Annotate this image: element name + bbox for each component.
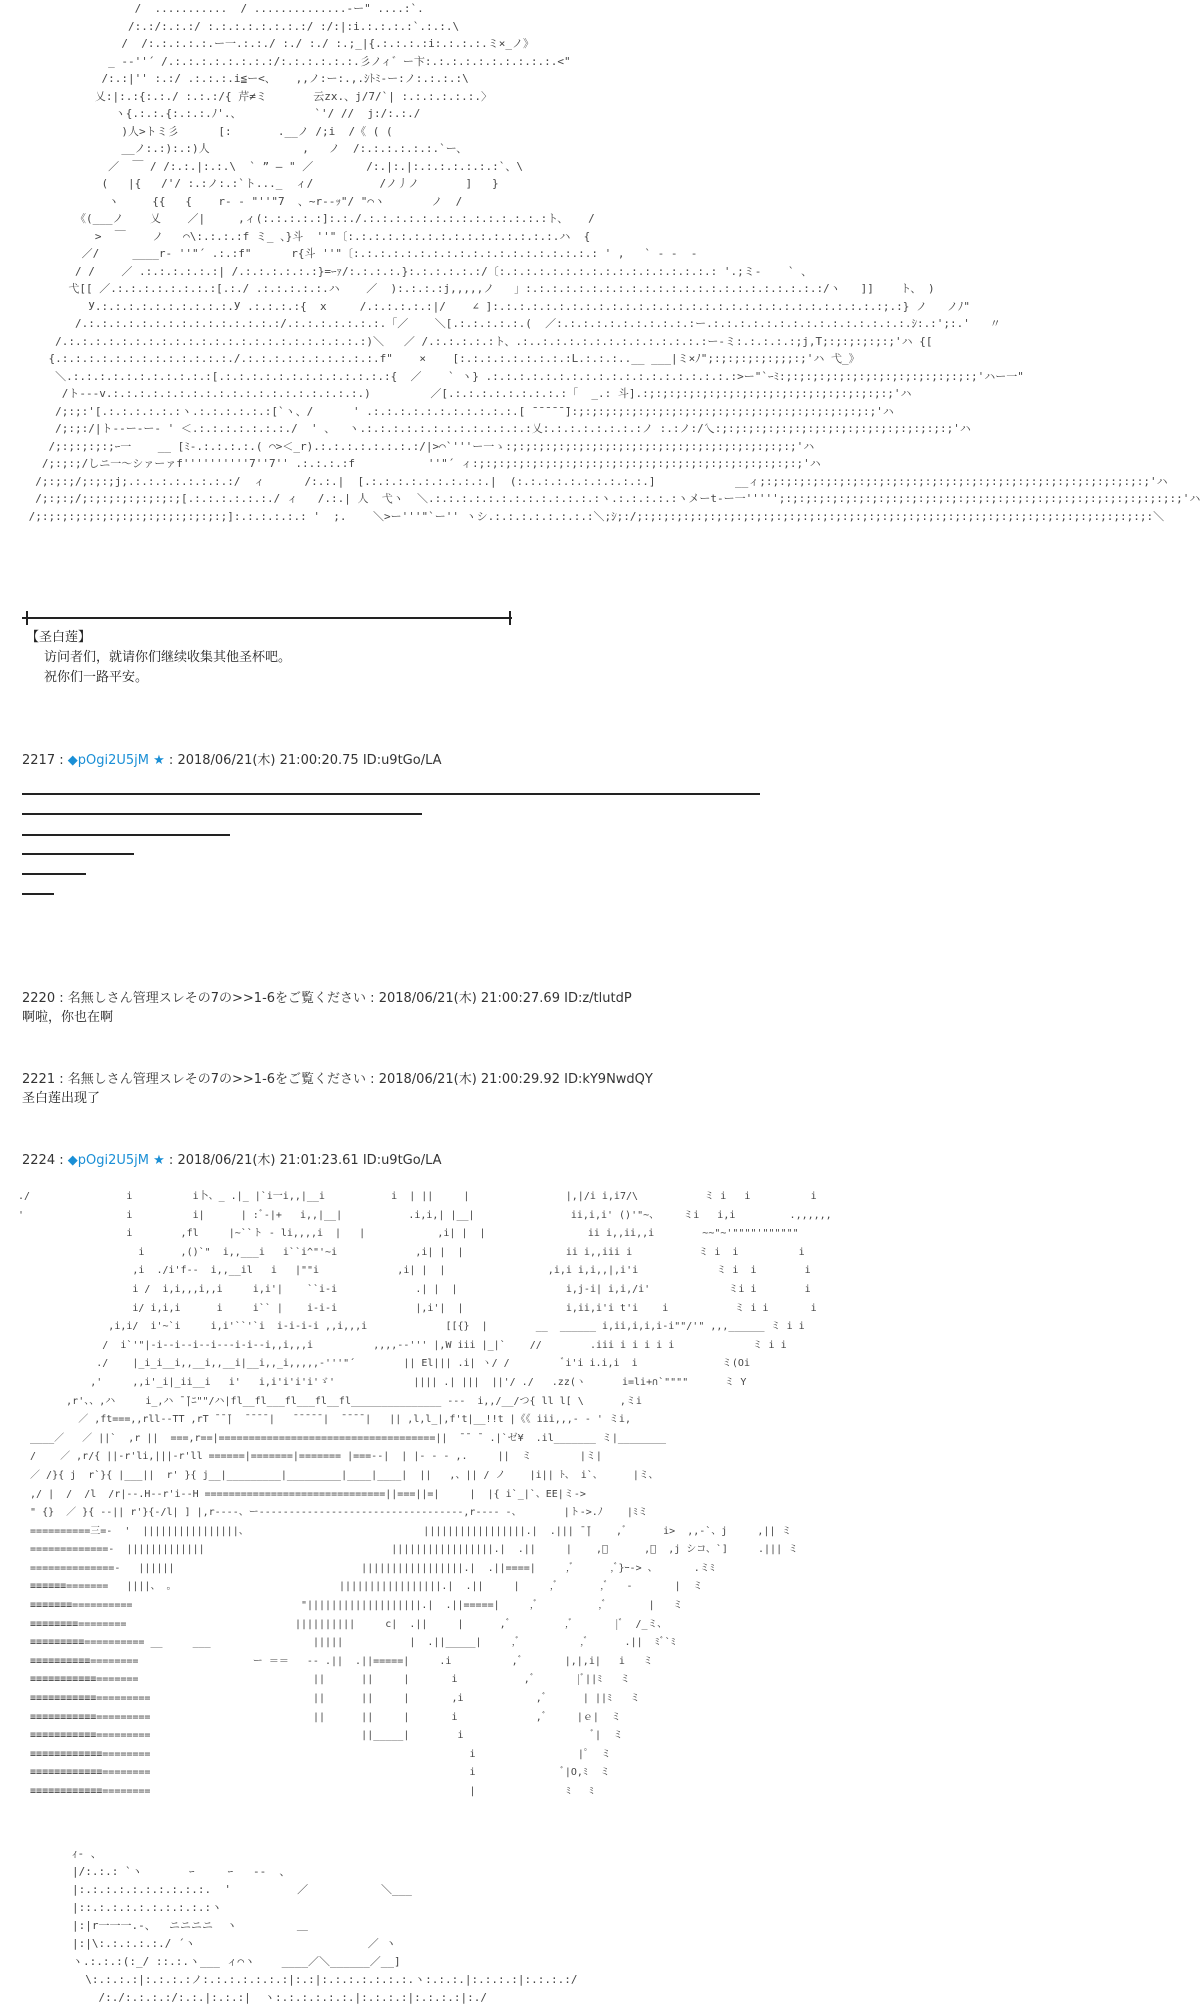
body-rule bbox=[22, 793, 760, 795]
ascii-art-scene: ./ i i卜、_ .|_ |`i一i,,|__i i | || | |,|/i i,i7/\ ミ i i i ' i i| | :ﾞ‐|+ i,,|__| .i,i,| |__| ii,i,i' ()'"~、 ミi i,i .,,,,,, i ,fl |~``ト ‐ li,,,,i | | ,i| | | ii i,,ii,,i ~~"~'""""'"""""" i ,()`" i,,___i i``i^"'~i ,i| | | ii i,,iii i ミ i i i ,i ./i'f‐‐ i,,__il i |""i ,i| | | ,i,i i,i,,|,i'i ミ i i i i / i,i,,,i,,i i,i'| ``i‐i .| | | i,j‐i| i,i,/i' ミi i i i/ i,i,i i i`` | i‐i‐i |,i'| | i,ii,i'i t'i i ミ i i i ,i,i/ i'~`i i,i'``'`i i‐i‐i‐i ,,i,,,i [[{} | __ ______ i,ii,i,i,i-i""/'" ,,,______ ミ i i / i`'"|‐i‐‐i‐‐i‐‐i‐‐‐i‐i‐‐i,,i,,,i ,,,,-‐''' |,W iii |_|` // .iii i i i i i ミ i i ./ |_i_i__i,,__i,,__i|__i,,_i,,,,,‐'''"´ || El||| .i| ヽ/ / ﾞi'i i.i,i i ミ(Oi ,' ,,i'_i|_ii__i i' i,i'i'i'i'ゞ' |||| .| ||| ||'/ ./ .zz(ヽ i=li+∩`"""" ミ Y ,r'、、,ハ i_,ハ ̄ ̄|ﾆ""/ハ|fl__fl___fl___fl__fl_______________ ‐‐‐ i,,/__/つ{ ll l[ \ ,ミi ／ ,ft===,,rll‐‐TT ,rT ̄ ̄ ̄| ̄ ̄ ̄ ̄ | ̄ ̄ ̄ ̄ ̄ | ̄ ̄ ̄ ̄ | || ,l,l_|,f't|__!!t |《《 iii,,,- - ' ミi, ____／ ／ ||` ,r || ===,r==|====================================|| ̄ ̄ ̄ .|`ゼ¥ .il_______ ミ|________ / ／ ,r/{ ||‐r'li,|||‐r'll ======|=======|======= |===‐‐| | |‐ ‐ ‐ ,. || ミ |ミ| ／ /}{ j r`}{ |___|| r' }{ j__|_________|_________|____|____| || ,、|| / ノ |i|| ﾄ、 i`、 |ミ、 ,/ | / /l /r|‐‐.H‐‐r'i‐‐H ==============================||===||=| | |{ i`_|`、EE|ミ-> " {} ／ }{ ‐‐|| r'}{‐/l| ] |,r‐‐‐‐、ー‐‐‐‐‐‐‐‐‐‐‐‐‐‐‐‐‐‐‐‐‐‐‐‐‐‐‐‐‐‐‐‐‐‐,r‐‐‐‐ ‐、 |ト->.ﾉ |ﾐミ ==========三=- ' ||||||||||||||||、 |||||||||||||||||.| .||| ̄ ̄| ,ﾞ i> ,,‐`、j ,|| ミ =============- ||||||||||||| |||||||||||||||||.| .|| | ,ﾞ ,ﾞ ,j シコ、`] .||| ミ ==============- |||||| |||||||||||||||||.| .||====| ,ﾞ ,ﾞ}ｰ‐> 、 .ミﾐ ≡≡≡≡≡≡======= ||||、 。 |||||||||||||||||.| .|| | ,ﾞ ,ﾞ ‐ | ミ ≡≡≡≡≡≡≡========== "|||||||||||||||||||.| .||=====| ,ﾞ ,ﾞ | ミ ≡≡≡≡≡≡≡≡======== |||||||||| c| .|| | ,ﾞ ,ﾞ |ﾞ /_ミ、 ≡≡≡≡≡≡≡≡≡========== __ ___ ||||| | .||_____| ,ﾞ ,ﾞ .|| ﾐﾞ`ﾐ ≡≡≡≡≡≡≡≡≡≡======== ー ＝＝ ‐‐ .|| .||=====| .i ,ﾞ |,|,i| i ミ ≡≡≡≡≡≡≡≡≡≡≡======= || || | i ,ﾞ |ﾞ||ﾐ ミ ≡≡≡≡≡≡≡≡≡≡≡========= || || | ,i ,ﾞ | ||ﾐ ミ ≡≡≡≡≡≡≡≡≡≡≡========= || || | i ,ﾞ |ｅ| ミ ≡≡≡≡≡≡≡≡≡≡≡========= ||_____| i ﾞ| ミ ≡≡≡≡≡≡≡≡≡≡≡≡======== i |ﾟ ミ ≡≡≡≡≡≡≡≡≡≡≡≡======== i ﾞ|O,ﾐ ミ ≡≡≡≡≡≡≡≡≡≡≡≡======== | ﾐ ﾐ bbox=[18, 1191, 832, 1797]
ascii-art-bottom: ｨ- 、 |/:.:.: `ヽ ｰ ｰ ‐‐ 、 |:.:.:.:.:.:.:.:.:.:. ' ／ ＼___ |::.:.:.:.:.:.:.:.:.:ヽ |:|r一一一.-、 ニニニニ ヽ ＿ |:|\:.:.:.:.:./ ´ヽ ／ ヽ ヽ.:.:.:(:_/ ::.:.ヽ___ ィ⌒ヽ ____／＼______／__] \:.:.:.:|:.:.:.:ノ:.:.:.:.:.:.:|:.:|:.:.:.:.:.:.:.ヽ:.:.:.|:.:.:.:|:.:.:.:/ /:./:.:.:.:/:.:.|:.:.:| ヽ:.:.:.:.:.:.|:.:.:.:|:.:.:.:|:./ bbox=[72, 1847, 578, 2004]
speech-line-1: 访问者们，就请你们继续收集其他圣杯吧。 bbox=[44, 650, 292, 665]
body-rule bbox=[22, 813, 422, 815]
post-number[interactable]: 2221 bbox=[22, 1072, 56, 1087]
post-author: 名無しさん管理スレその7の>>1-6をご覧ください bbox=[67, 991, 367, 1006]
post-id[interactable]: ID:z/tlutdP bbox=[564, 991, 632, 1006]
post-datetime: 2018/06/21(木) 21:01:23.61 bbox=[177, 1153, 359, 1168]
post-number[interactable]: 2224 bbox=[22, 1153, 56, 1168]
body-rule bbox=[22, 873, 86, 875]
post-header: 2217 : ◆pOgi2U5jM ★ : 2018/06/21(木) 21:00:20.75 ID:u9tGo/LA bbox=[22, 753, 442, 768]
post-id[interactable]: ID:kY9NwdQY bbox=[564, 1072, 653, 1087]
post-author-trip: ◆pOgi2U5jM bbox=[67, 1153, 149, 1168]
separator-right-tick bbox=[509, 611, 511, 625]
post-body: 圣白莲出现了 bbox=[22, 1091, 101, 1106]
post-header: 2224 : ◆pOgi2U5jM ★ : 2018/06/21(木) 21:01:23.61 ID:u9tGo/LA bbox=[22, 1153, 442, 1168]
body-rule bbox=[22, 834, 230, 836]
separator-left-tick bbox=[26, 611, 28, 625]
scene-separator bbox=[22, 617, 512, 619]
post-number[interactable]: 2217 bbox=[22, 753, 56, 768]
post-body: 啊啦，你也在啊 bbox=[22, 1010, 114, 1025]
star-icon: ★ bbox=[153, 753, 165, 768]
post-header: 2221 : 名無しさん管理スレその7の>>1-6をご覧ください : 2018/06/21(木) 21:00:29.92 ID:kY9NwdQY bbox=[22, 1072, 653, 1087]
post-datetime: 2018/06/21(木) 21:00:20.75 bbox=[177, 753, 359, 768]
post-number[interactable]: 2220 bbox=[22, 991, 56, 1006]
body-rule bbox=[22, 853, 134, 855]
post-id[interactable]: ID:u9tGo/LA bbox=[362, 1153, 442, 1168]
post-datetime: 2018/06/21(木) 21:00:27.69 bbox=[378, 991, 560, 1006]
post-author: 名無しさん管理スレその7の>>1-6をご覧ください bbox=[67, 1072, 367, 1087]
speaker-label: 【圣白莲】 bbox=[26, 630, 92, 645]
post-id[interactable]: ID:u9tGo/LA bbox=[362, 753, 442, 768]
post-header: 2220 : 名無しさん管理スレその7の>>1-6をご覧ください : 2018/06/21(木) 21:00:27.69 ID:z/tlutdP bbox=[22, 991, 632, 1006]
body-rule bbox=[22, 893, 54, 895]
post-datetime: 2018/06/21(木) 21:00:29.92 bbox=[378, 1072, 560, 1087]
post-author-trip: ◆pOgi2U5jM bbox=[67, 753, 149, 768]
speech-line-2: 祝你们一路平安。 bbox=[44, 670, 149, 685]
ascii-art-portrait: / ........... / ..............-ー" ....:`. /:.:/:.:.:/ :.:.:.:.:.:.:.:/ :/:|:i.:.:.:.:`.:.:.\ / /:.:.:.:.:.ー一.:.:./ :./ :./ :.;_|{.:.:.:.:i:.:.:.:.ミ×_ノ》 _ -‐''´ /.:.:.:.:.:.:.:.:/:.:.:.:.:.:.彡ノィ゛ー卞:.:.:.:.:.:.:.:.:.:.<" /:.:|'' :.:/ .:.:.:.i≦ー<、 ,,ノ:ー:.,.ｼﾄﾐ-ー:ノ:.:.:.:\ 乂:|:.:{:.:./ :.:.:/{ 芹≠ミ 云zx.、j/7/`| :.:.:.:.:.:.〉 ヽ{.:.:.{:.:.:.ﾉ'.、 `'/ // j:/:.:./ )人>トミ彡 [: .__ノ /;i /《 ( ( __ノ:.:):.:)人 , ノ /:.:.:.:.:.:.`ー、 ／ ￣ / /:.:.|:.:.\ ` ” ― " ／ /:.|:.|:.:.:.:.:.:.:`、\ ( |{ /'/ :.:ノ:.:`ト..._ ィ/ /ノ丿ノ ] } ヽ {{ { r‐ ‐ "''"7 、~r-‐ｯ"/ "⌒ヽ ノ / 《(___ノ 乂 ／| ,ィ(:.:.:.:.:]:.:./.:.:.:.:.:.:.:.:.:.:.:.:.:.:ト、 / > ￣ ノ ⌒\:.:.:.:f ミ_ 、}斗 ''"〔:.:.:.:.:.:.:.:.:.:.:.:.:.:.:.:.ハ { ／/ ____r- ''"´ .:.:f" r{斗 ''"〔:.:.:.:.:.:.:.:.:.:.:.:.:.:.:.:.:.:.: ' , ` ‐ ‐ ‐ / / ／ .:.:.:.:.:.:| /.:.:.:.:.:.:}=ｰｧ/:.:.:.:.}:.:.:.:.:.:/〔:.:.:.:.:.:.:.:.:.:.:.:.:.:.:.:.: '.;ミ- ` 、 弋[[ ／.:.:.:.:.:.:.:.:[.:./ .:.:.:.:.:.ハ ／ ):.:.:.:j,,,,,ノ 」:.:.:.:.:.:.:.:.:.:.:.:.:.:.:.:.:.:.:.:.:.:.:/ヽ ]] ト、 ) У.:.:.:.:.:.:.:.:.:.:.У .:.:.:.:{ x /.:.:.:.:.:|/ ∠ ]:.:.:.:.:.:.:.:.:.:.:.:.:.:.:.:.:.:.:.:.:.:.:.:.:.:.:.:.:.:;.:} ノ ノﾉ" /.:.:.:.:.:.:.:.:.:.:.:.:.:.:.:/.:.:.:.:.:.:.:.「／ ＼[.:.:.:.:.:.( ／:.:.:.:.:.:.:.:.:.:.:ー.:.:.:.:.:.:.:.:.:.:.:.:.:.:.:.ｼ:.:';:.' 〃 /.:.:.:.:.:.:.:.:.:.:.:.:.:.:.:.:.:.:.:.:.:.:.:)＼ ／ /.:.:.:.:.:ト、.:..:.:.:.:.:.:.:.:.:.:.:.:.:ー-ミ:.:.:.:.:;j,T;:;:;:;:;:;'ハ {[ {.:.:.:.:.:.:.:.:.:.:.:.:.:./.:.:.:.:.:.:.:.:.:.:.f" × [:.:.:.:.:.:.:.:.:L.:.:.:..__ ___|ミ×ﾉ";:;:;:;:;:;;;:;'ハ 弋_》 ＼.:.:.:.:.:.:.:.:.:.:.:[.:.:.:.:.:.:.:.:.:.:.:.:.:{ ／ ` ヽ} .:.:.:.:.:.:.:.:.:.:.:.:.:.:.:.:.:.:.:>ー"`ｰﾐ:;:;:;:;:;:;:;:;:;:;:;:;:;:;:;'ハー一" /ト-‐-v.:.:.:.:.:.:.:.:.:.:.:.:.:.:.:.:.:.:.:.) ／[.:.:.:.:.:.:.:.:.:「 _.: 斗].:;:;:;:;:;:;:;:;:;:;:;:;:;:;:;:;:;:;:;'ハ /;:;:'[.:.:.:.:.:.:ヽ.:.:.:.:.:.:[`ヽ、/ ' .:.:.:.:.:.:.:.:.:.:.:.[ ̄ ̄ ̄ ̄ ̄ ̄]:;:;:;:;:;:;:;:;:;:;:;:;:;:;:;:;:;:;:;:;:;:;:;'ハ /;:;:/|ト-‐ー-ー‐ ' ＜.:.:.:.:.:.:.:./ ' 、 ヽ.:.:.:.:.:.:.:.:.:.:.:.:.:乂:.:.:.:.:.:.:.:ノ :.:ノ:/乀:;:;:;:;:;:;:;:;:;:;:;:;:;:;:;:;:;:;'ハ /;:;:;:;:;ｰ一 __ [ﾐ-.:.:.:.:.( ⌒>＜_r).:.:.:.:.:.:.:.:/|>⌒`'''ー一ゝ:;:;:;:;:;:;:;:;:;:;:;:;:;:;:;:;:;:;:;:;:;:;'ハ /;:;:;/しニ一〜シァーァf''''''''''7''7'' .:.:.:.:f ''"´ ィ:;:;:;:;:;:;:;:;:;:;:;:;:;:;:;:;:;:;:;:;:;:;:;:;:;'ハ /;:;:;/;:;:;j;.:.:.:.:.:.:.:.:/ ィ /:.:.| [.:.:.:.:.:.:.:.:.:.| (:.:.:.:.:.:.:.:.:.:.] __ィ;:;:;:;:;:;:;:;:;:;:;:;:;:;:;:;:;:;:;:;:;:;:;:;:;:;:;:;:;:;'ハ /;:;:;/;:;:;:;:;:;:;:;[.:.:.:.:.:.:./ ィ /.:.| 人 弋ヽ ＼.:.:.:.:.:.:.:.:.:.:.:.:.:ヽ.:.:.:.:.:ヽメーt‐ー一''''';:;:;:;:;:;:;:;:;:;:;:;:;:;:;:;:;:;:;:;:;:;:;:;:;:;:;:;:;:;:;'ハ /;:;:;:;:;:;:;:;:;:;:;:;:;:;:;]:.:.:.:.:.: ' ;. ＼>ー'''"`ー'' ヽシ.:.:.:.:.:.:.:.:＼;ｼ;:/;:;:;:;:;:;:;:;:;:;:;:;:;:;:;:;:;:;:;:;:;:;:;:;:;:;:;:;:;:;:;:;:;:;:;:;:;:;:;:＼ bbox=[28, 2, 1200, 523]
star-icon: ★ bbox=[153, 1153, 165, 1168]
